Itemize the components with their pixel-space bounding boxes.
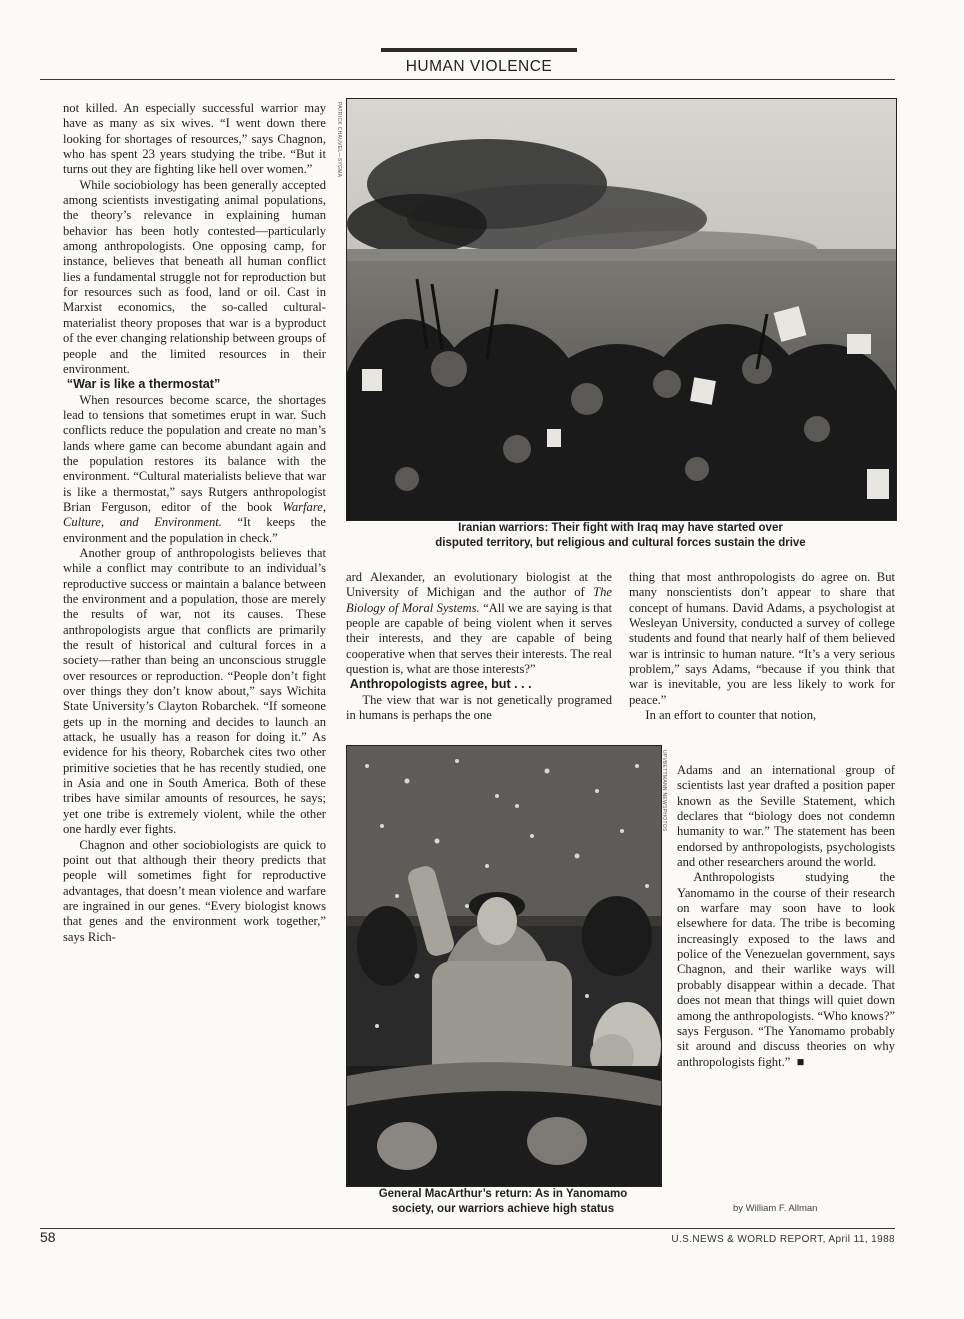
photo2-caption-line-2: society, our warriors achieve high status <box>391 1203 615 1215</box>
photo1-credit: PATRICK CHAUVEL—SYGMA <box>336 102 342 178</box>
col2-paragraph-2: The view that war is not genetically programed in humans is perhaps the one <box>346 692 612 723</box>
photo2-caption <box>346 1187 660 1217</box>
col3-paragraph-2-lead: In an effort to counter that notion, <box>645 708 817 723</box>
photo-iranian-warriors <box>346 98 897 521</box>
page-number: 58 <box>40 1229 56 1245</box>
subhead-thermostat: “War is like a thermostat” <box>66 377 221 392</box>
photo2-credit: UPI/BETTMANN NEWSPHOTOS <box>661 750 667 832</box>
book-title-warfare: Warfare, Culture, and Environment. <box>63 499 326 530</box>
publication-footer: U.S.NEWS & WORLD REPORT, April 11, 1988 <box>671 1234 895 1245</box>
column-2 <box>346 570 612 723</box>
photo1-caption-line-2: disputed territory, but religious and cultural forces sustain the drive <box>435 537 806 549</box>
col1-paragraph-5: Chagnon and other sociobiologists are quick to point out that although their theory predicts that people will sometimes fight for reproductive advantages, that doesn’t mean violence and warfare are ingrained in our genes. “Every biologist knows that genes and the environment work together,” says Rich- <box>63 837 326 944</box>
col3-paragraph-3: Anthropologists studying the Yanomamo in the course of their research on warfare may soon have to look elsewhere for data. The tribe is becoming increasingly exposed to the laws and police of the Venezuelan government, says Chagnon, and their warlike ways will probably disappear within a decade. That does not mean that things will quiet down among the anthropologists. “Who knows?” says Ferguson. “The Yanomamo probably sit around and discuss theories on why anthropologists fight.” ■ <box>677 870 895 1069</box>
column-3 <box>629 570 895 723</box>
book-title-moral-systems: The Biology of Moral Systems. <box>346 585 612 615</box>
col3-paragraph-1: thing that most anthropologists do agree on. But many nonscientists don’t appear to share that concept of humans. David Adams, a psychologist at Wesleyan University, conducted a survey of college students and found that nearly half of them believed war is intrinsic to human nature. “It’s a very serious problem,” says Adams, “because if you think that war is inevitable, you are less likely to work for peace.” <box>629 570 895 707</box>
col2-paragraph-1: ard Alexander, an evolutionary biologist at the University of Michigan and the author of The Biology of Moral Systems. “All we are saying is that people are capable of being violent when it serves their interests, and they are capable of being cooperative when that serves their interests. The real question is, what are those interests?” <box>346 570 613 677</box>
col3-paragraph-2: Adams and an international group of scientists last year drafted a position paper known as the Seville Statement, which declares that “biology does not condemn humanity to war.” The statement has been endorsed by anthropologists, psychologists and other researchers around the world. <box>677 763 895 870</box>
footer-rule <box>40 1228 895 1229</box>
header-rule-bar <box>381 48 577 52</box>
photo2-caption-line-1: General MacArthur’s return: As in Yanomamo <box>378 1188 628 1200</box>
byline: by William F. Allman <box>733 1203 818 1214</box>
photo1-caption <box>346 521 895 551</box>
photo1-caption-line-1: Iranian warriors: Their fight with Iraq may have started over <box>458 522 783 534</box>
col1-paragraph-4: Another group of anthropologists believes that while a conflict may contribute to an individual’s reproductive success or maintain a balance between the environment and a population, those are merely the results of war, not its causes. These anthropologists argue that conflicts are primarily the result of historical and cultural forces in a society—rather than being an unconscious struggle over resources or reproduction. “People don’t fight over things they don’t know about,” says Wichita State University’s Clayton Robarchek. “If someone gets up in the morning and decides to launch an attack, he usually has a reason for doing it.” As evidence for his theory, Robarchek cites two other primitive societies that he has recently studied, one in Asia and one in South America. Both of these tribes have similar amounts of resources, he says; yet one tribe is extremely violent, while the other one hardly ever fights. <box>63 545 326 837</box>
col1-paragraph-3: When resources become scarce, the shortages lead to tensions that sometimes erupt in war. Such conflicts reduce the population and create no man’s lands where game can become abundant again and the population restores its balance with the environment. “Cultural materialists believe that war is like a thermostat,” says Rutgers anthropologist Brian Ferguson, editor of the book Warfare, Culture, and Environment. “It keeps the environment and the population in check.” <box>63 392 326 545</box>
col1-paragraph-2: While sociobiology has been generally accepted among scientists investigating animal populations, the theory’s relevance in explaining human behavior has been hotly contested—particularly among anthropologists. One opposing camp, for instance, believes that beneath all human conflict lies a fundamental struggle not for reproduction but for resources such as food, land or oil. Cast in Marxist economics, the so-called cultural-materialist theory proposes that war is a byproduct of the ever changing relationship between groups of people and the limited resources in their environment. <box>63 177 326 376</box>
section-title: HUMAN VIOLENCE <box>405 58 553 75</box>
photo-macarthur-return <box>346 745 662 1187</box>
column-3-wrap <box>677 763 895 1070</box>
col1-paragraph-1: not killed. An especially successful warrior may have as many as six wives. “I went down there looking for shortages of resources,” says Chagnon, who has spent 23 years studying the tribe. “But it turns out they are fighting like hell over women.” <box>63 101 326 177</box>
header-rule <box>40 79 895 80</box>
column-1 <box>63 101 326 945</box>
end-mark-icon: ■ <box>796 1054 805 1069</box>
subhead-anthropologists-agree: Anthropologists agree, but . . . <box>349 677 532 692</box>
